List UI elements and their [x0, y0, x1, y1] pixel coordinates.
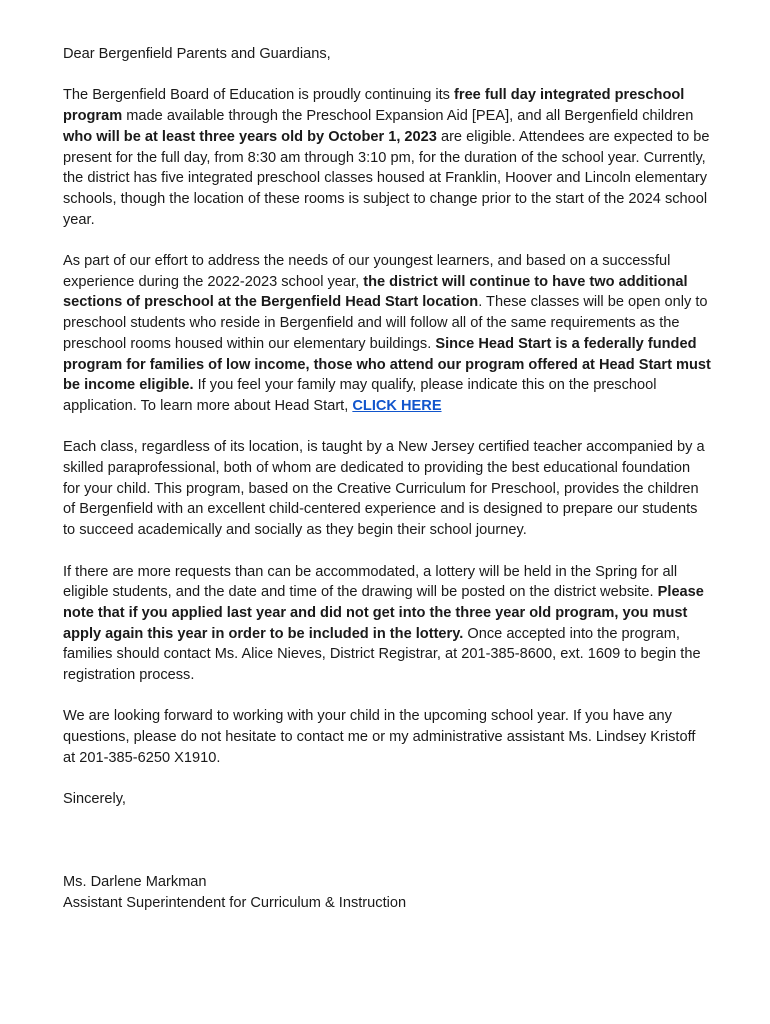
signer-title: Assistant Superintendent for Curriculum & Instruction — [63, 894, 407, 911]
p2-text-2: . These classes will be open only to preschool students who reside in Bergenfield and will follow all of the same requirements as the preschool rooms housed within our elementary buildings. — [63, 294, 708, 352]
p2-text-3: If you feel your family may qualify, please indicate this on the preschool application. To learn more about Head Start, — [63, 377, 657, 414]
salutation: Dear Bergenfield Parents and Guardians, — [63, 46, 331, 62]
signer-name: Ms. Darlene Markman — [63, 874, 207, 890]
letter-page — [63, 44, 711, 913]
paragraph-class-staffing: Each class, regardless of its location, is taught by a New Jersey certified teacher accompanied by a skilled paraprofessional, both of whom are dedicated to providing the best educational foundation for your child. This program, based on the Creative Curriculum for Preschool, provides the children of Bergenfield with an excellent child-centered experience and is designed to prepare our students to succeed academically and socially as they begin their school journey. — [63, 439, 705, 539]
paragraph-head-start — [63, 251, 711, 417]
p1-text-1: The Bergenfield Board of Education is proudly continuing its — [63, 87, 455, 104]
p1-bold-2: who will be at least three years old by October 1, 2023 — [63, 128, 437, 145]
p2-bold-2: Since Head Start is a federally funded program for families of low income, those who attend our program offered at Head Start must be income eligible. — [63, 335, 711, 394]
p4-text-2: Once accepted into the program, families should contact Ms. Alice Nieves, District Registrar, at 201-385-8600, ext. 1609 to begin the registration process. — [63, 625, 701, 684]
p4-text-1: If there are more requests than can be accommodated, a lottery will be held in the Spring for all eligible students, and the date and time of the drawing will be posted on the district website. — [63, 563, 678, 601]
paragraph-contact: We are looking forward to working with your child in the upcoming school year. If you have any questions, please do not hesitate to contact me or my administrative assistant Ms. Lindsey Kristoff at 201-385-6250 X1910. — [63, 708, 696, 766]
paragraph-program-intro — [63, 85, 711, 230]
p1-text-2: made available through the Preschool Expansion Aid [PEA], and all Bergenfield children — [122, 108, 694, 125]
p1-text-3: are eligible. Attendees are expected to be present for the full day, from 8:30 am through 3:10 pm, for the duration of the school year. Currently, the district has five integrated preschool classes housed at Franklin, Hoover and Lincoln elementary schools, though the location of these rooms is subject to change prior to the start of the 2024 school year. — [63, 128, 710, 228]
p4-bold-1: Please note that if you applied last year and did not get into the three year old program, you must apply again this year in order to be included in the lottery. — [63, 584, 704, 642]
p2-bold-1: the district will continue to have two additional sections of preschool at the Bergenfield Head Start location — [63, 273, 688, 311]
p1-bold-1: free full day integrated preschool program — [63, 87, 685, 125]
paragraph-lottery — [63, 562, 711, 686]
p2-text-1: As part of our effort to address the needs of our youngest learners, and based on a successful experience during the 2022-2023 school year, — [63, 253, 671, 290]
head-start-link[interactable]: CLICK HERE — [352, 397, 442, 414]
closing: Sincerely, — [63, 791, 126, 808]
signature-space — [63, 831, 711, 872]
